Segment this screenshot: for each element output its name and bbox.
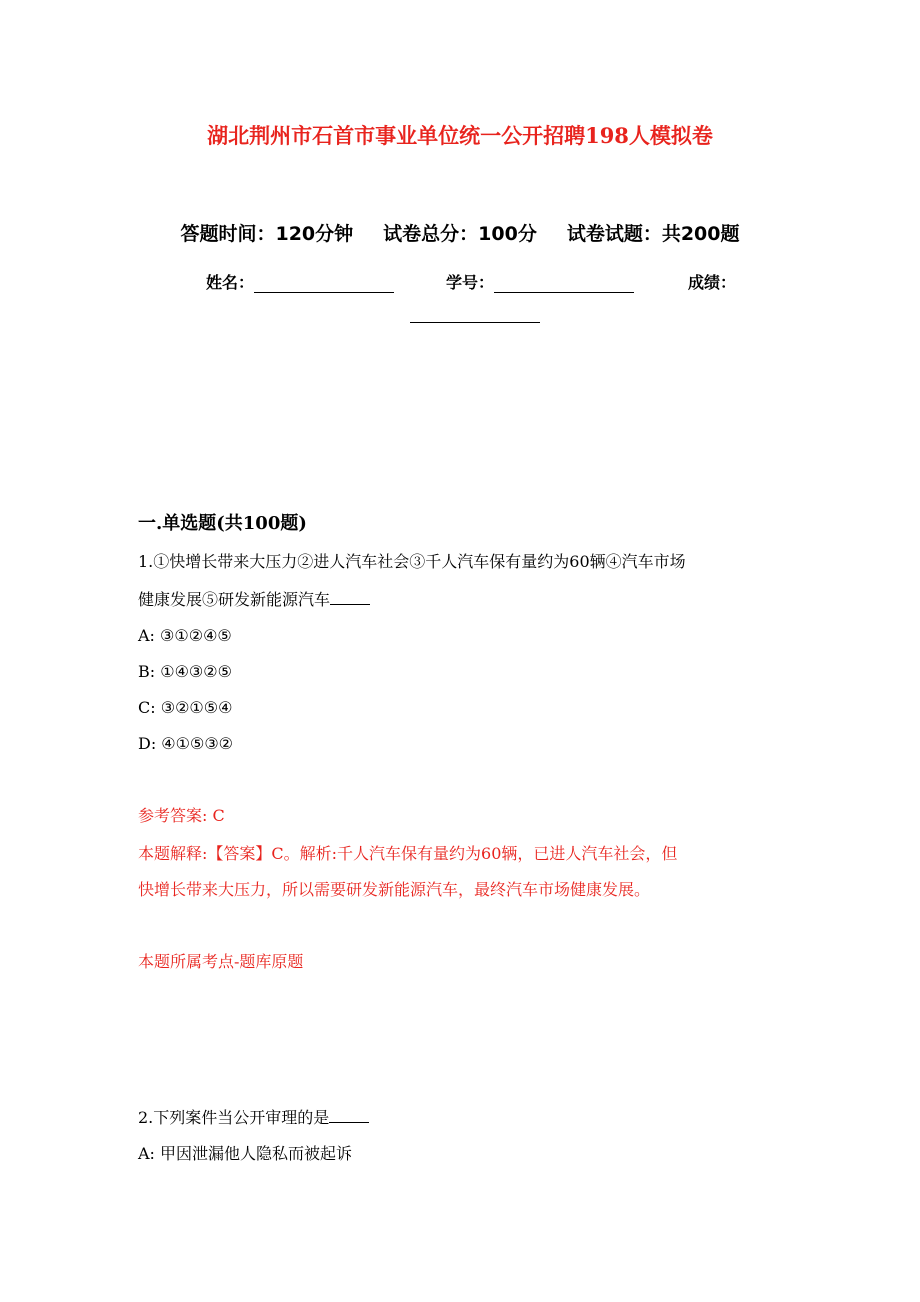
- question-1-explanation-line-2: 快增长带来大压力，所以需要研发新能源汽车，最终汽车市场健康发展。: [138, 880, 651, 899]
- score-blank: [410, 322, 540, 323]
- question-1-knowledge-point: 本题所属考点-题库原题: [138, 952, 304, 971]
- name-field: [206, 270, 394, 293]
- question-1-option-c: C: ③②①⑤④: [138, 698, 233, 717]
- student-id-field: [446, 270, 634, 293]
- score-field: [688, 270, 736, 293]
- exam-question-count: 试卷试题：共200题: [566, 223, 740, 245]
- question-1-option-b: B: ①④③②⑤: [138, 662, 232, 681]
- name-blank: [254, 274, 394, 293]
- student-id-label: 学号：: [446, 273, 495, 292]
- document-title: 湖北荆州市石首市事业单位统一公开招聘198人模拟卷: [207, 123, 713, 148]
- question-1-answer: 参考答案: C: [138, 806, 225, 825]
- student-id-blank: [494, 274, 634, 293]
- question-1-option-d: D: ④①⑤③②: [138, 734, 234, 753]
- section-title: 一.单选题(共100题): [138, 513, 307, 534]
- answer-blank: [329, 1108, 369, 1123]
- score-label: 成绩：: [688, 273, 737, 292]
- question-1-stem-line-1: 1.①快增长带来大压力②进人汽车社会③千人汽车保有量约为60辆④汽车市场: [138, 552, 686, 571]
- question-1-option-a: A: ③①②④⑤: [138, 626, 232, 645]
- exam-time: 答题时间：120分钟: [180, 223, 354, 245]
- name-label: 姓名：: [206, 273, 255, 292]
- exam-total-score: 试卷总分：100分: [383, 223, 537, 245]
- question-2-option-a: A: 甲因泄漏他人隐私而被起诉: [138, 1144, 353, 1163]
- question-1-stem-line-2: [138, 590, 370, 610]
- question-2-stem-text: 2.下列案件当公开审理的是: [138, 1108, 330, 1127]
- exam-meta: [0, 219, 920, 246]
- answer-blank: [330, 590, 370, 605]
- question-2-stem: [138, 1108, 369, 1128]
- question-1-explanation-line-1: 本题解释:【答案】C。解析:千人汽车保有量约为60辆，已进人汽车社会，但: [138, 844, 678, 863]
- question-1-stem-text: 健康发展⑤研发新能源汽车: [138, 590, 331, 609]
